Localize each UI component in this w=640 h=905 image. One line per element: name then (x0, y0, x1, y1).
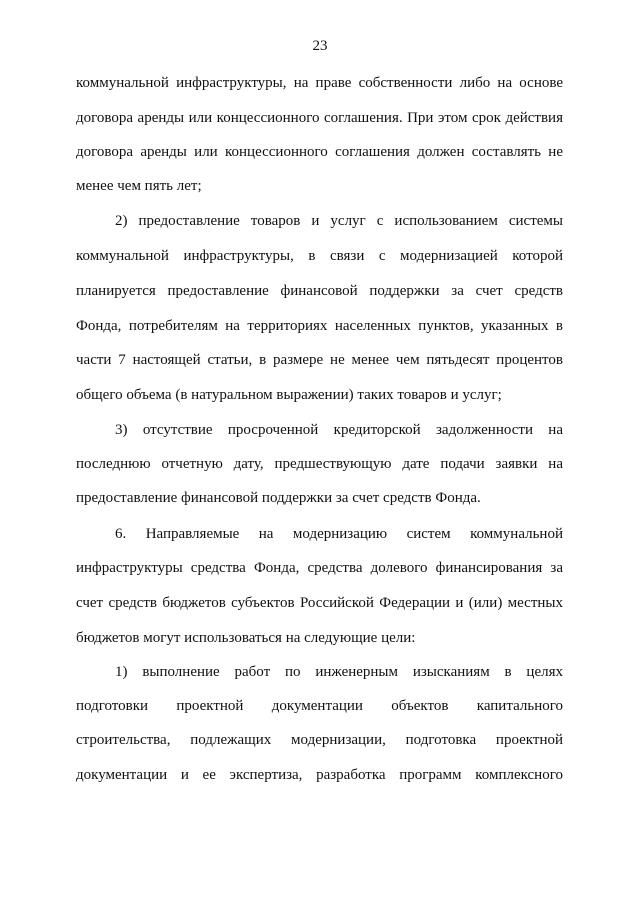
text-line: 1) выполнение работ по инженерным изысканиям в целях (115, 664, 563, 680)
text-line: коммунальной инфраструктуры, на праве собственности либо на основе (76, 75, 563, 91)
text-line: планируется предоставление финансовой поддержки за счет средств (76, 283, 563, 299)
page-number: 23 (312, 38, 328, 54)
text-line: договора аренды или концессионного соглашения. При этом срок действия (76, 110, 563, 126)
text-line: 2) предоставление товаров и услуг с использованием системы (115, 213, 563, 229)
text-line: части 7 настоящей статьи, в размере не менее чем пятьдесят процентов (76, 352, 563, 368)
text-line: договора аренды или концессионного соглашения должен составлять не (76, 144, 563, 160)
text-line: 6. Направляемые на модернизацию систем коммунальной (115, 526, 563, 542)
text-line: 3) отсутствие просроченной кредиторской задолженности на (115, 422, 563, 438)
text-line: Фонда, потребителям на территориях населенных пунктов, указанных в (76, 318, 563, 334)
text-line: последнюю отчетную дату, предшествующую дате подачи заявки на (76, 456, 563, 472)
text-line: бюджетов могут использоваться на следующие цели: (76, 630, 416, 646)
text-line: документации и ее экспертиза, разработка программ комплексного (76, 767, 563, 783)
text-line: менее чем пять лет; (76, 178, 202, 194)
text-line: предоставление финансовой поддержки за счет средств Фонда. (76, 490, 481, 506)
text-line: строительства, подлежащих модернизации, подготовка проектной (76, 732, 563, 748)
text-line: подготовки проектной документации объектов капитального (76, 698, 563, 714)
text-line: инфраструктуры средства Фонда, средства долевого финансирования за (76, 560, 563, 576)
text-line: счет средств бюджетов субъектов Российской Федерации и (или) местных (76, 595, 563, 611)
text-line: общего объема (в натуральном выражении) таких товаров и услуг; (76, 387, 502, 403)
text-line: коммунальной инфраструктуры, в связи с модернизацией которой (76, 248, 563, 264)
